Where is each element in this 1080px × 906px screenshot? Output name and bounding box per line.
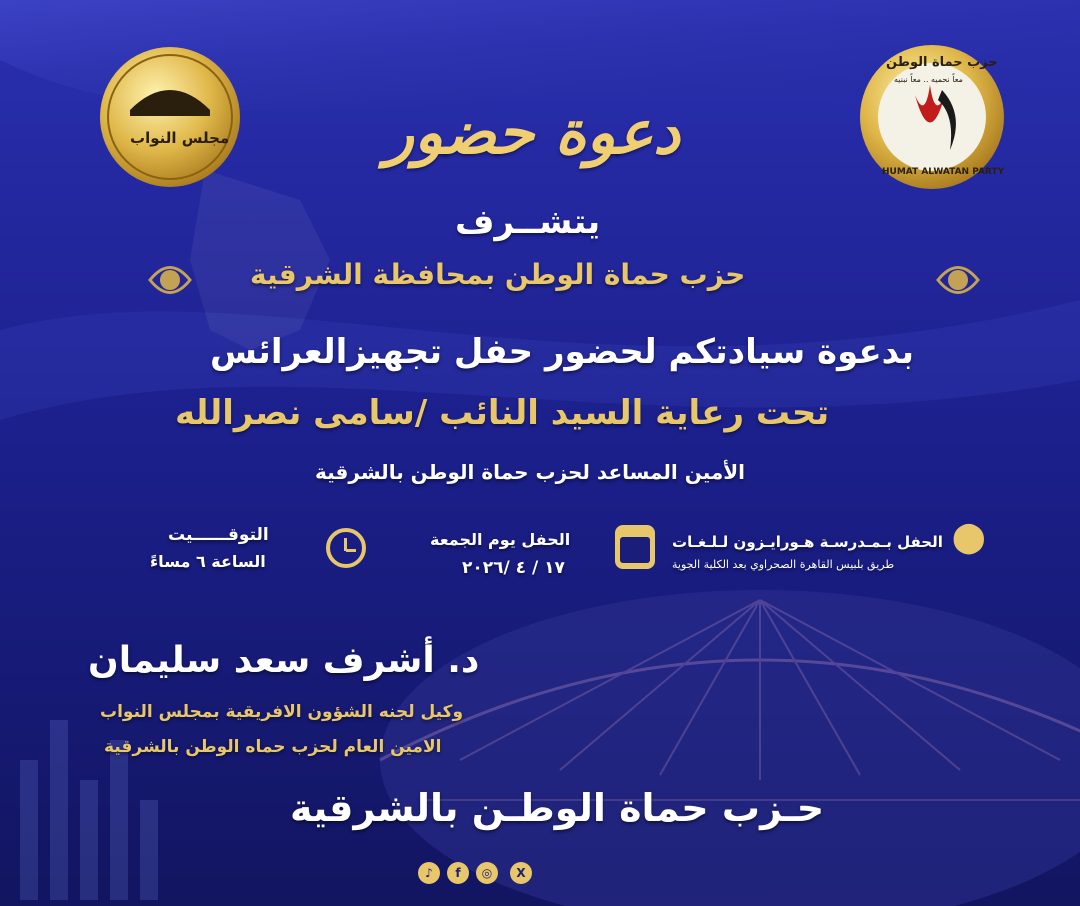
host-name: حزب حماة الوطن بمحافظة الشرقية [250, 258, 746, 291]
instagram-icon[interactable]: ◎ [476, 862, 498, 884]
calligraphy-title: دعوة حضور [385, 98, 680, 168]
location-pin-icon: ⬤ [952, 520, 986, 555]
patron-title: الأمين المساعد لحزب حماة الوطن بالشرقية [315, 460, 746, 484]
party-logo-text-ar: حزب حماة الوطن [886, 55, 998, 70]
parliament-logo-text: مجلس النواب [130, 129, 230, 147]
sponsor-role-1: وكيل لجنه الشؤون الافريقية بمجلس النواب [100, 702, 464, 722]
time-title: التوقــــــيت [168, 525, 269, 545]
parliament-logo [100, 47, 240, 187]
honored-label: يتشــرف [455, 202, 601, 242]
time-value: الساعة ٦ مساءً [150, 552, 266, 571]
location-title: الحفل بـمـدرسـة هـورايـزون لـلـغـات [672, 533, 943, 551]
location-subtitle: طريق بلبيس القاهرة الصحراوي بعد الكلية الجوية [672, 558, 895, 571]
sponsor-name: د. أشرف سعد سليمان [88, 640, 480, 681]
x-icon[interactable]: X [510, 862, 532, 884]
sponsor-role-2: الامين العام لحزب حماه الوطن بالشرقية [104, 737, 442, 757]
party-logo-text-en: HUMAT ALWATAN PARTY [882, 167, 1005, 177]
date-value: ١٧ / ٤ /٢٠٢٦ [462, 558, 565, 578]
date-title: الحفل يوم الجمعة [430, 530, 571, 549]
tiktok-icon[interactable]: ♪ [418, 862, 440, 884]
calendar-icon [615, 525, 655, 569]
party-logo-slogan: معاً نحميه .. معاً نبنيه [894, 75, 963, 84]
clock-icon [326, 528, 366, 568]
patronage-line: تحت رعاية السيد النائب /سامى نصرالله [175, 393, 830, 433]
invitation-line: بدعوة سيادتكم لحضور حفل تجهيزالعرائس [210, 332, 915, 372]
facebook-icon[interactable]: f [447, 862, 469, 884]
footer-party-name: حـزب حماة الوطـن بالشرقية [290, 786, 825, 830]
party-logo [860, 45, 1004, 189]
